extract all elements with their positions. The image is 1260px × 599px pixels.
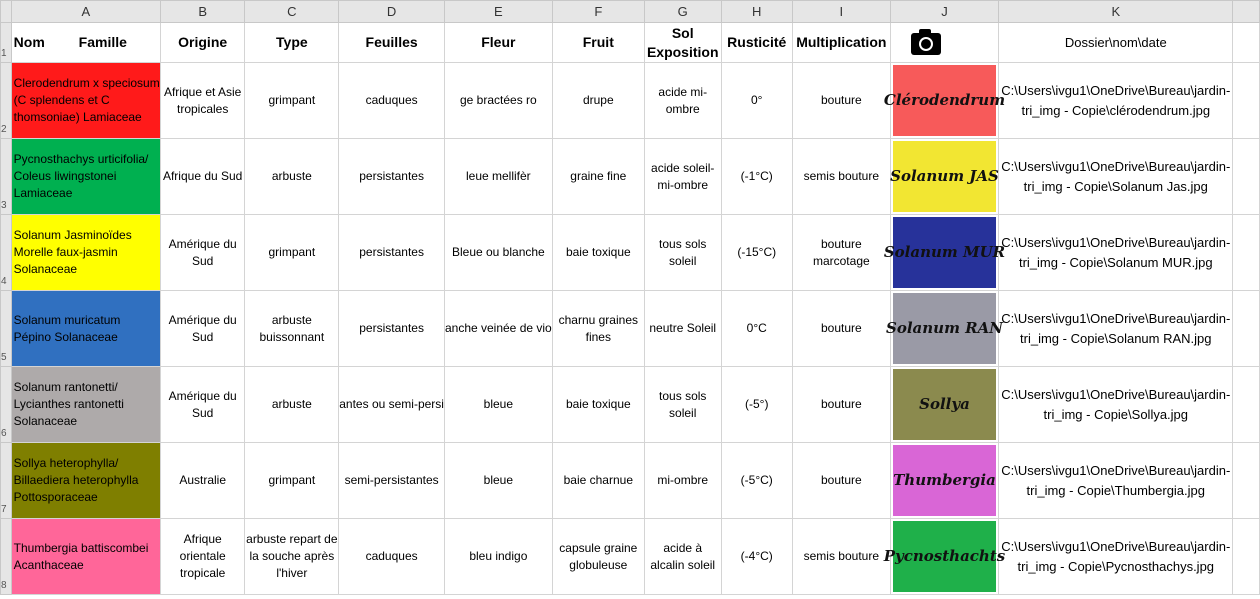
type-header[interactable]: Type: [245, 23, 339, 63]
row-number[interactable]: 2: [1, 63, 12, 139]
column-header-b[interactable]: B: [160, 1, 245, 23]
table-row: [1, 519, 1260, 595]
photo-cell[interactable]: [886, 291, 1003, 367]
plant-name-cell[interactable]: Clerodendrum x speciosum (C splendens et C thomsoniae) Lamiaceae: [11, 63, 160, 139]
file-path-cell[interactable]: C:\Users\ivgu1\OneDrive\Bureau\jardin-tri_img - Copie\Solanum MUR.jpg: [999, 215, 1233, 291]
photo-cell[interactable]: [883, 519, 1006, 595]
row-number[interactable]: 6: [1, 367, 12, 443]
empty-cell[interactable]: [1233, 215, 1260, 291]
column-header-a[interactable]: A: [11, 1, 160, 23]
column-header-d[interactable]: D: [339, 1, 445, 23]
fleur-cell[interactable]: Bleue ou blanche: [444, 215, 552, 291]
feuilles-cell[interactable]: antes ou semi-persi: [339, 367, 445, 443]
table-row: [1, 443, 1260, 519]
multiplication-cell[interactable]: semis bouture: [792, 139, 890, 215]
column-header-e[interactable]: E: [444, 1, 552, 23]
rusticite-cell[interactable]: (-15°C): [721, 215, 792, 291]
exposition-header: Exposition: [646, 43, 719, 60]
row-number-1[interactable]: 1: [1, 23, 12, 63]
origine-cell[interactable]: Afrique et Asie tropicales: [160, 63, 245, 139]
empty-cell[interactable]: [1233, 519, 1260, 595]
fleur-header[interactable]: Fleur: [444, 23, 552, 63]
fruit-cell[interactable]: graine fine: [552, 139, 644, 215]
select-all-corner[interactable]: [1, 1, 12, 23]
rusticite-cell[interactable]: 0°: [721, 63, 792, 139]
file-path-cell[interactable]: C:\Users\ivgu1\OneDrive\Bureau\jardin-tri_img - Copie\Sollya.jpg: [999, 367, 1233, 443]
plant-name-cell[interactable]: Pycnosthachys urticifolia/ Coleus liwingstonei Lamiaceae: [11, 139, 160, 215]
file-path-cell[interactable]: C:\Users\ivgu1\OneDrive\Bureau\jardin-tri_img - Copie\Solanum RAN.jpg: [999, 291, 1233, 367]
fruit-cell[interactable]: drupe: [552, 63, 644, 139]
origine-cell[interactable]: Afrique orientale tropicale: [160, 519, 245, 595]
fruit-cell[interactable]: charnu graines fines: [552, 291, 644, 367]
sol-exposition-cell[interactable]: tous sols soleil: [644, 215, 721, 291]
origine-cell[interactable]: Amérique du Sud: [160, 291, 245, 367]
type-cell[interactable]: grimpant: [245, 63, 339, 139]
empty-cell[interactable]: [1233, 367, 1260, 443]
famille-header: Famille: [78, 34, 127, 50]
file-path-cell[interactable]: C:\Users\ivgu1\OneDrive\Bureau\jardin-tri_img - Copie\Pycnosthachys.jpg: [999, 519, 1233, 595]
cell-nom-famille-header[interactable]: [11, 23, 160, 63]
table-row: [1, 215, 1260, 291]
table-row: [1, 63, 1260, 139]
plant-photo-thumbnail[interactable]: Clérodendrum: [893, 65, 996, 136]
rusticite-cell[interactable]: (-4°C): [721, 519, 792, 595]
table-row: [1, 139, 1260, 215]
type-cell[interactable]: arbuste repart de la souche après l'hiver: [245, 519, 339, 595]
plant-photo-thumbnail[interactable]: Thumbergia: [893, 445, 996, 516]
sol-exposition-cell[interactable]: acide à alcalin soleil: [644, 519, 721, 595]
column-header-f[interactable]: F: [552, 1, 644, 23]
column-header-i[interactable]: I: [792, 1, 890, 23]
column-header-j[interactable]: J: [890, 1, 999, 23]
rusticite-cell[interactable]: (-1°C): [721, 139, 792, 215]
plant-photo-thumbnail[interactable]: Solanum RAN: [893, 293, 996, 364]
sol-header: Sol: [671, 24, 694, 41]
table-row: [1, 367, 1260, 443]
fleur-cell[interactable]: ge bractées ro: [444, 63, 552, 139]
rusticite-cell[interactable]: 0°C: [721, 291, 792, 367]
origine-cell[interactable]: Amérique du Sud: [160, 215, 245, 291]
multiplication-cell[interactable]: bouture marcotage: [792, 215, 890, 291]
origine-cell[interactable]: Australie: [160, 443, 245, 519]
fleur-cell[interactable]: bleue: [444, 367, 552, 443]
plant-name-cell[interactable]: Solanum rantonetti/ Lycianthes rantonetti Solanaceae: [11, 367, 160, 443]
column-header-row: [1, 1, 1260, 23]
header-row: [1, 23, 1260, 63]
row-number[interactable]: 4: [1, 215, 12, 291]
row-number[interactable]: 7: [1, 443, 12, 519]
column-header-c[interactable]: C: [245, 1, 339, 23]
type-cell[interactable]: arbuste buissonnant: [245, 291, 339, 367]
sol-exposition-cell[interactable]: neutre Soleil: [644, 291, 721, 367]
sol-exposition-cell[interactable]: mi-ombre: [644, 443, 721, 519]
fleur-cell[interactable]: bleu indigo: [444, 519, 552, 595]
fruit-header[interactable]: Fruit: [552, 23, 644, 63]
type-cell[interactable]: grimpant: [245, 215, 339, 291]
empty-cell[interactable]: [1233, 23, 1260, 63]
photo-cell[interactable]: [890, 367, 999, 443]
fleur-cell[interactable]: leue mellifèr: [444, 139, 552, 215]
plant-photo-thumbnail[interactable]: Pycnosthachts: [893, 521, 996, 592]
row-number[interactable]: 5: [1, 291, 12, 367]
feuilles-cell[interactable]: persistantes: [339, 291, 445, 367]
file-path-cell[interactable]: C:\Users\ivgu1\OneDrive\Bureau\jardin-tri_img - Copie\clérodendrum.jpg: [999, 63, 1233, 139]
origine-header[interactable]: Origine: [160, 23, 245, 63]
fleur-cell[interactable]: anche veinée de vio: [444, 291, 552, 367]
plant-name-cell[interactable]: Solanum Jasminoïdes Morelle faux-jasmin Solanaceae: [11, 215, 160, 291]
column-header-l[interactable]: [1233, 1, 1260, 23]
feuilles-cell[interactable]: caduques: [339, 519, 445, 595]
origine-cell[interactable]: Afrique du Sud: [160, 139, 245, 215]
empty-cell[interactable]: [1233, 139, 1260, 215]
plant-photo-thumbnail[interactable]: Solanum MUR: [893, 217, 996, 288]
row-number[interactable]: 3: [1, 139, 12, 215]
empty-cell[interactable]: [1233, 443, 1260, 519]
table-row: [1, 291, 1260, 367]
photo-cell[interactable]: [890, 139, 999, 215]
feuilles-header[interactable]: Feuilles: [339, 23, 445, 63]
fruit-cell[interactable]: baie toxique: [552, 215, 644, 291]
empty-cell[interactable]: [1233, 291, 1260, 367]
row-number[interactable]: 8: [1, 519, 12, 595]
feuilles-cell[interactable]: persistantes: [339, 139, 445, 215]
fruit-cell[interactable]: baie toxique: [552, 367, 644, 443]
plant-photo-thumbnail[interactable]: Solanum JAS: [893, 141, 996, 212]
multiplication-cell[interactable]: semis bouture: [792, 519, 890, 595]
photo-cell[interactable]: [883, 215, 1006, 291]
empty-cell[interactable]: [1233, 63, 1260, 139]
plant-photo-thumbnail[interactable]: Sollya: [893, 369, 996, 440]
multiplication-header[interactable]: Multiplication: [792, 23, 890, 63]
rusticite-header[interactable]: Rusticité: [721, 23, 792, 63]
column-header-g[interactable]: G: [644, 1, 721, 23]
type-cell[interactable]: arbuste: [245, 139, 339, 215]
rusticite-cell[interactable]: (-5°): [721, 367, 792, 443]
fruit-cell[interactable]: capsule graine globuleuse: [552, 519, 644, 595]
photo-cell[interactable]: [883, 63, 1006, 139]
feuilles-cell[interactable]: caduques: [339, 63, 445, 139]
column-header-k[interactable]: K: [999, 1, 1233, 23]
multiplication-cell[interactable]: bouture: [792, 443, 890, 519]
type-cell[interactable]: grimpant: [245, 443, 339, 519]
photo-cell[interactable]: [890, 443, 999, 519]
file-path-cell[interactable]: C:\Users\ivgu1\OneDrive\Bureau\jardin-tri_img - Copie\Solanum Jas.jpg: [999, 139, 1233, 215]
sol-exposition-header[interactable]: [644, 23, 721, 63]
sol-exposition-cell[interactable]: acide soleil-mi-ombre: [644, 139, 721, 215]
photo-header[interactable]: [890, 23, 999, 63]
column-header-h[interactable]: H: [721, 1, 792, 23]
fleur-cell[interactable]: bleue: [444, 443, 552, 519]
camera-icon: [911, 33, 941, 55]
multiplication-cell[interactable]: bouture: [792, 63, 890, 139]
nom-header: Nom: [13, 34, 45, 50]
sol-exposition-cell[interactable]: tous sols soleil: [644, 367, 721, 443]
feuilles-cell[interactable]: persistantes: [339, 215, 445, 291]
rusticite-cell[interactable]: (-5°C): [721, 443, 792, 519]
plant-name-cell[interactable]: Sollya heterophylla/ Billaediera heterophylla Pottosporaceae: [11, 443, 160, 519]
origine-cell[interactable]: Amérique du Sud: [160, 367, 245, 443]
multiplication-cell[interactable]: bouture: [792, 291, 890, 367]
type-cell[interactable]: arbuste: [245, 367, 339, 443]
sol-exposition-cell[interactable]: acide mi-ombre: [644, 63, 721, 139]
dossier-header[interactable]: Dossier\nom\date: [999, 23, 1233, 63]
multiplication-cell[interactable]: bouture: [792, 367, 890, 443]
feuilles-cell[interactable]: semi-persistantes: [339, 443, 445, 519]
plant-name-cell[interactable]: Thumbergia battiscombei Acanthaceae: [11, 519, 160, 595]
file-path-cell[interactable]: C:\Users\ivgu1\OneDrive\Bureau\jardin-tri_img - Copie\Thumbergia.jpg: [999, 443, 1233, 519]
plant-name-cell[interactable]: Solanum muricatum Pépino Solanaceae: [11, 291, 160, 367]
fruit-cell[interactable]: baie charnue: [552, 443, 644, 519]
